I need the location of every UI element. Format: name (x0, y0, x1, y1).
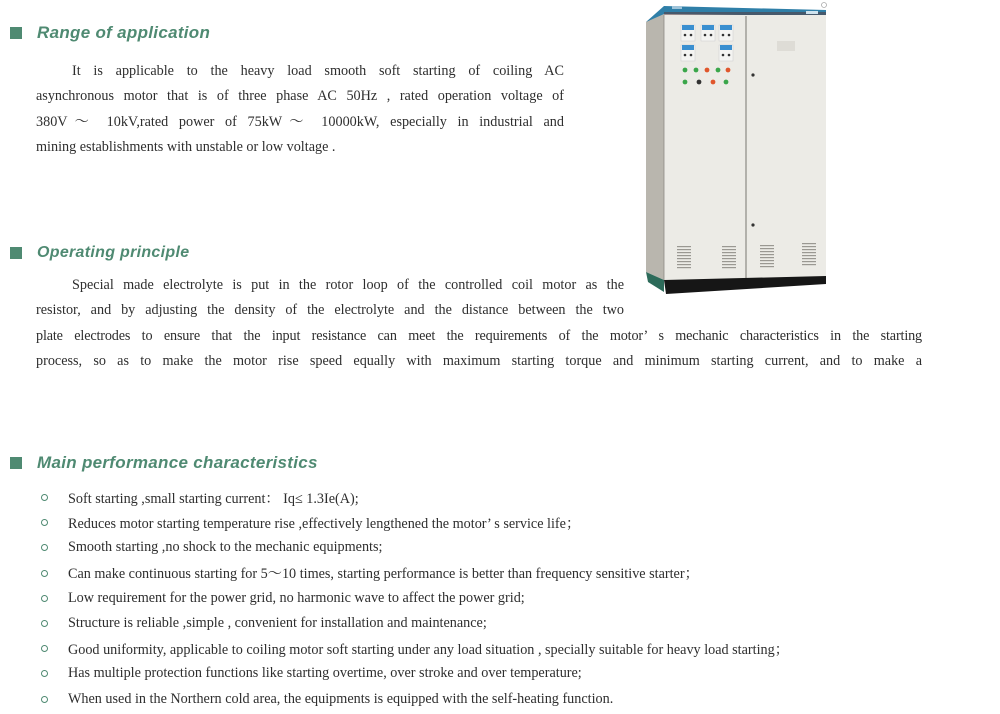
nameplate-label (777, 41, 795, 51)
paragraph-line: resistor, and by adjusting the density of the electrolyte and the distance between the two (36, 302, 624, 319)
list-item (40, 586, 789, 611)
list-item (40, 611, 789, 636)
section-heading-range (10, 23, 210, 43)
paragraph-line: plate electrodes to ensure that the input resistance can meet the requirements of the motor’ s mechanic characteristics in the starting (36, 327, 922, 344)
heading-text: Main performance characteristics (37, 453, 318, 472)
list-item (40, 636, 789, 661)
list-item (40, 485, 789, 510)
circle-bullet-icon (41, 645, 48, 652)
door-handle-icon (751, 73, 754, 76)
section-heading-principle (10, 244, 189, 262)
list-item-text: Soft starting ,small starting current： Iq≤ 1.3Ie(A); (68, 490, 359, 507)
paragraph-line: 380V〜 10kV,rated power of 75kW〜 10000kW, especially in industrial and (36, 113, 564, 130)
list-item-text: Reduces motor starting temperature rise ,effectively lengthened the motor’ s service life； (68, 515, 581, 532)
paragraph-line: process, so as to make the motor rise speed equally with maximum starting torque and minimum starting current, and to make a (36, 352, 922, 369)
circle-bullet-icon (41, 570, 48, 577)
list-item (40, 535, 789, 560)
circle-bullet-icon (41, 544, 48, 551)
list-item-text: Low requirement for the power grid, no harmonic wave to affect the power grid; (68, 589, 525, 606)
heading-text: Range of application (37, 23, 211, 42)
paragraph-line: mining establishments with unstable or low voltage . (36, 138, 336, 155)
paragraph-line: Special made electrolyte is put in the rotor loop of the controlled coil motor as the (72, 277, 624, 293)
circle-bullet-icon (41, 595, 48, 602)
square-bullet-icon (10, 457, 22, 469)
circle-bullet-icon (41, 696, 48, 703)
list-item-text: When used in the Northern cold area, the equipments is equipped with the self-heating function. (68, 690, 614, 707)
list-item (40, 661, 789, 686)
list-item-text: Good uniformity, applicable to coiling motor soft starting under any load situation , specially suitable for heavy load starting； (68, 641, 789, 658)
soft-starter-cabinet-image (640, 0, 840, 300)
square-bullet-icon (10, 27, 22, 39)
paragraph-line: asynchronous motor that is of three phase AC 50Hz , rated operation voltage of (36, 88, 564, 105)
paragraph-line: It is applicable to the heavy load smooth soft starting of coiling AC (72, 63, 564, 79)
heading-text: Operating principle (37, 244, 190, 261)
circle-bullet-icon (41, 620, 48, 627)
performance-list (40, 485, 789, 712)
list-item-text: Can make continuous starting for 5〜10 times, starting performance is better than frequency sensitive starter； (68, 566, 699, 583)
list-item-text: Smooth starting ,no shock to the mechanic equipments; (68, 539, 383, 556)
circle-bullet-icon (41, 519, 48, 526)
list-item-text: Has multiple protection functions like starting overtime, over stroke and over temperature; (68, 665, 582, 682)
circle-bullet-icon (41, 670, 48, 677)
list-item (40, 510, 789, 535)
cabinet-side-panel (646, 8, 664, 280)
list-item (40, 561, 789, 586)
list-item-text: Structure is reliable ,simple , convenient for installation and maintenance; (68, 615, 487, 632)
circle-bullet-icon (41, 494, 48, 501)
section-heading-performance (10, 453, 318, 473)
square-bullet-icon (10, 247, 22, 259)
range-paragraph (36, 59, 564, 160)
door-handle-icon (751, 223, 754, 226)
list-item (40, 687, 789, 712)
